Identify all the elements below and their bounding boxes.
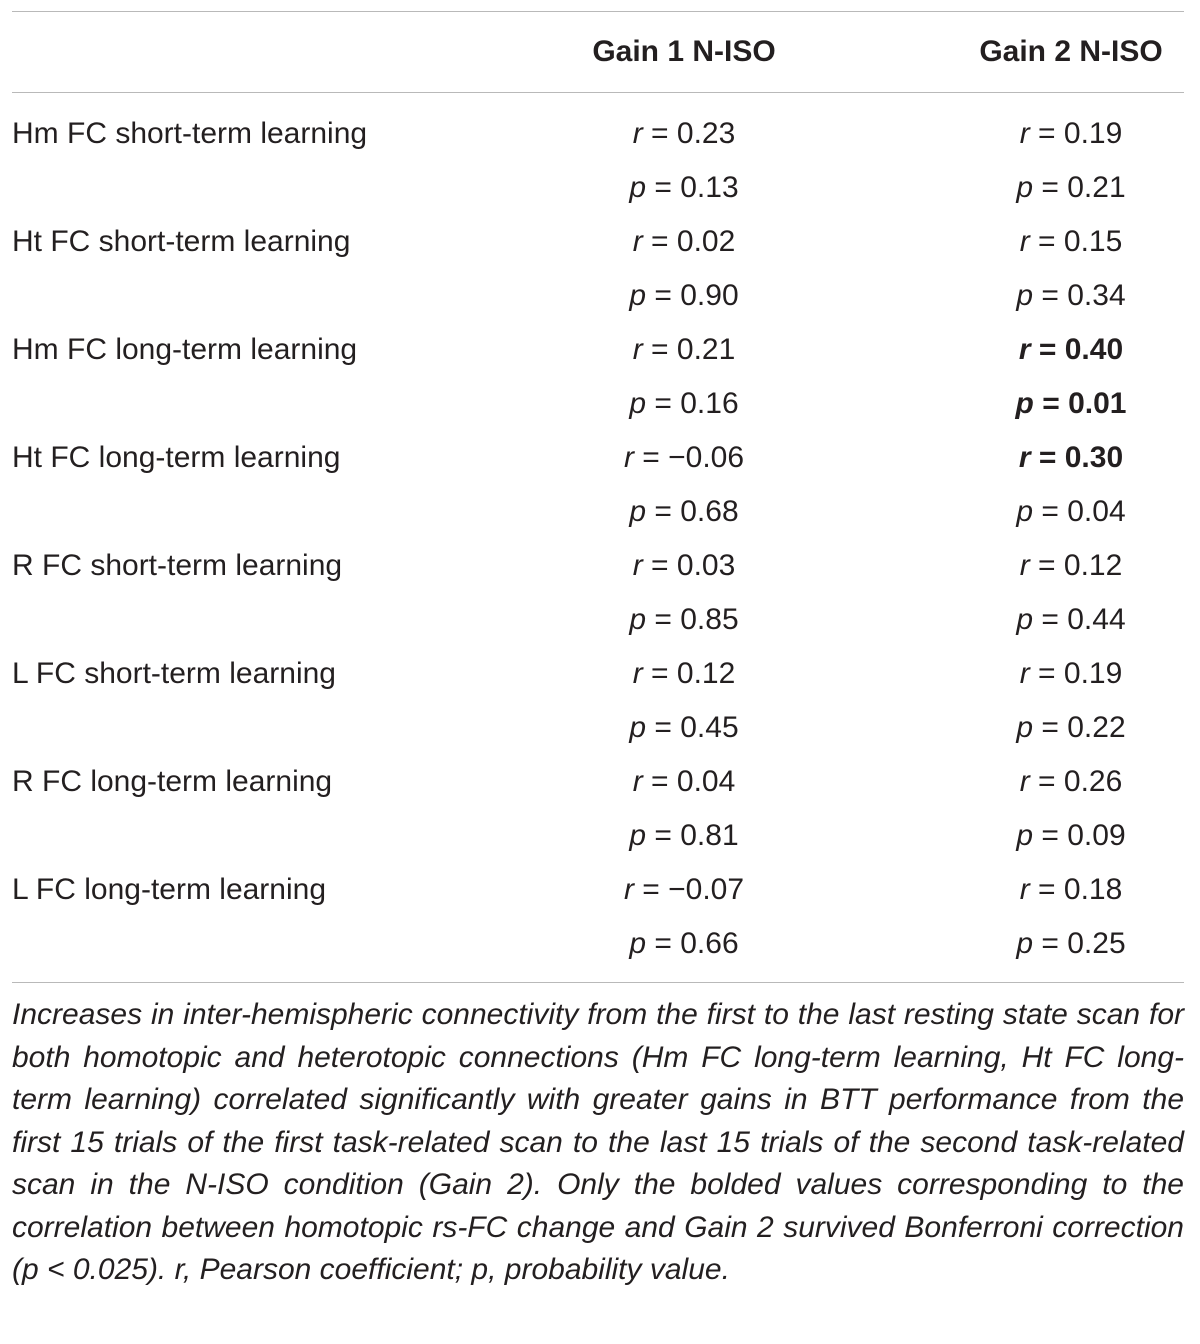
stat-symbol: r (1018, 333, 1031, 366)
gain1-value (572, 702, 796, 756)
gain1-value (572, 810, 796, 864)
stat-value: = 0.12 (642, 657, 736, 690)
stat-symbol: p (1016, 927, 1034, 960)
row-label (12, 702, 532, 756)
gain2-value (958, 162, 1184, 216)
stat-symbol: p (629, 171, 647, 204)
gain2-value (958, 810, 1184, 864)
stat-symbol: p (629, 603, 647, 636)
stat-value: = 0.19 (1029, 117, 1123, 150)
table-header-row (12, 12, 1184, 92)
table-row (12, 702, 1184, 756)
stat-symbol: p (1016, 711, 1034, 744)
gain2-value (958, 540, 1184, 594)
gain2-value (958, 702, 1184, 756)
row-label: Hm FC short-term learning (12, 117, 368, 150)
stat-symbol: p (1016, 603, 1034, 636)
gain1-value (572, 864, 796, 918)
stat-value: = 0.03 (642, 549, 736, 582)
stat-symbol: r (623, 441, 634, 474)
stat-value: = 0.68 (646, 495, 739, 528)
stat-value: = 0.12 (1029, 549, 1123, 582)
gain1-value (572, 486, 796, 540)
gain1-value (572, 594, 796, 648)
row-label (12, 378, 532, 432)
stat-symbol: r (1018, 441, 1031, 474)
stat-symbol: p (629, 819, 647, 852)
row-label (12, 594, 532, 648)
row-label (12, 486, 532, 540)
table-row (12, 108, 1184, 162)
stat-value: = 0.01 (1033, 387, 1127, 420)
stat-value: = 0.81 (646, 819, 739, 852)
stat-value: = 0.16 (646, 387, 739, 420)
row-label: Hm FC long-term learning (12, 333, 358, 366)
stat-symbol: r (632, 657, 643, 690)
stat-symbol: p (629, 387, 647, 420)
stat-symbol: r (1019, 549, 1030, 582)
stat-symbol: r (1019, 657, 1030, 690)
stat-symbol: p (1015, 387, 1034, 420)
table-row (12, 216, 1184, 270)
stat-value: = 0.44 (1033, 603, 1126, 636)
table-row (12, 486, 1184, 540)
table-bottom-rule (12, 982, 1184, 983)
stat-symbol: p (1016, 819, 1034, 852)
stat-value: = 0.30 (1030, 441, 1124, 474)
stat-symbol: r (1019, 765, 1030, 798)
stat-value: = 0.40 (1030, 333, 1124, 366)
stat-symbol: r (632, 225, 643, 258)
row-label (12, 270, 532, 324)
stat-value: = 0.45 (646, 711, 739, 744)
stat-value: = −0.06 (633, 441, 745, 474)
row-label (12, 918, 532, 972)
table-row (12, 270, 1184, 324)
row-label: Ht FC long-term learning (12, 441, 341, 474)
stat-value: = 0.26 (1029, 765, 1123, 798)
stat-value: = 0.09 (1033, 819, 1126, 852)
stat-symbol: p (1016, 171, 1034, 204)
row-label: L FC long-term learning (12, 873, 327, 906)
gain1-value (572, 378, 796, 432)
table-row (12, 162, 1184, 216)
table-caption: Increases in inter-hemispheric connectivity from the first to the last resting state scan for both homotopic and heterotopic connections (Hm FC long-term learning, Ht FC long-term learning) correlated significantly with greater gains in BTT performance from the first 15 trials of the first task-related scan to the last 15 trials of the second task-related scan in the N-ISO condition (Gain 2). Only the bolded values corresponding to the correlation between homotopic rs-FC change and Gain 2 survived Bonferroni correction (p < 0.025). r, Pearson coefficient; p, probability value. (12, 998, 1184, 1286)
stat-value: = 0.04 (642, 765, 736, 798)
gain1-value (572, 918, 796, 972)
stat-value: = −0.07 (633, 873, 745, 906)
stat-symbol: r (1019, 873, 1030, 906)
stat-symbol: r (623, 873, 634, 906)
table-row (12, 594, 1184, 648)
stat-symbol: r (632, 549, 643, 582)
table-row (12, 918, 1184, 972)
gain2-value (958, 918, 1184, 972)
row-label (12, 162, 532, 216)
header-gain2: Gain 2 N-ISO (979, 35, 1163, 68)
row-label (12, 810, 532, 864)
gain1-value (572, 432, 796, 486)
table-header-rule (12, 92, 1184, 93)
stat-value: = 0.25 (1033, 927, 1126, 960)
table-row (12, 540, 1184, 594)
gain1-value (572, 162, 796, 216)
stat-symbol: p (629, 711, 647, 744)
stat-value: = 0.23 (642, 117, 736, 150)
gain1-value (572, 648, 796, 702)
stat-symbol: r (1019, 225, 1030, 258)
stat-value: = 0.21 (642, 333, 736, 366)
stat-value: = 0.22 (1033, 711, 1126, 744)
stat-value: = 0.18 (1029, 873, 1123, 906)
stat-value: = 0.34 (1033, 279, 1126, 312)
table-row (12, 432, 1184, 486)
header-gain1: Gain 1 N-ISO (592, 35, 776, 68)
row-label: R FC short-term learning (12, 549, 343, 582)
gain2-value (958, 756, 1184, 810)
stat-symbol: p (629, 927, 647, 960)
stat-value: = 0.90 (646, 279, 739, 312)
stat-symbol: r (1019, 117, 1030, 150)
gain1-value (572, 270, 796, 324)
gain2-value (958, 378, 1184, 432)
table-row (12, 324, 1184, 378)
gain2-value (958, 648, 1184, 702)
gain1-value (572, 540, 796, 594)
stat-symbol: p (1016, 495, 1034, 528)
gain2-value (958, 108, 1184, 162)
table-row (12, 864, 1184, 918)
stat-value: = 0.21 (1033, 171, 1126, 204)
table-row (12, 810, 1184, 864)
stat-symbol: r (632, 117, 643, 150)
row-label: R FC long-term learning (12, 765, 333, 798)
gain2-value (958, 432, 1184, 486)
stat-value: = 0.02 (642, 225, 736, 258)
gain2-value (958, 594, 1184, 648)
table-row (12, 648, 1184, 702)
row-label: L FC short-term learning (12, 657, 336, 690)
stat-symbol: p (629, 279, 647, 312)
stat-value: = 0.85 (646, 603, 739, 636)
gain1-value (572, 756, 796, 810)
gain1-value (572, 108, 796, 162)
stat-value: = 0.19 (1029, 657, 1123, 690)
stat-symbol: r (632, 765, 643, 798)
row-label: Ht FC short-term learning (12, 225, 351, 258)
gain1-value (572, 324, 796, 378)
gain2-value (958, 486, 1184, 540)
table-body (12, 108, 1184, 972)
gain2-value (958, 864, 1184, 918)
stat-value: = 0.13 (646, 171, 739, 204)
table-row (12, 756, 1184, 810)
stat-symbol: r (632, 333, 643, 366)
stat-symbol: p (1016, 279, 1034, 312)
stat-value: = 0.15 (1029, 225, 1123, 258)
table-row (12, 378, 1184, 432)
stat-symbol: p (629, 495, 647, 528)
gain2-value (958, 216, 1184, 270)
gain1-value (572, 216, 796, 270)
gain2-value (958, 270, 1184, 324)
stat-value: = 0.04 (1033, 495, 1126, 528)
gain2-value (958, 324, 1184, 378)
stat-value: = 0.66 (646, 927, 739, 960)
